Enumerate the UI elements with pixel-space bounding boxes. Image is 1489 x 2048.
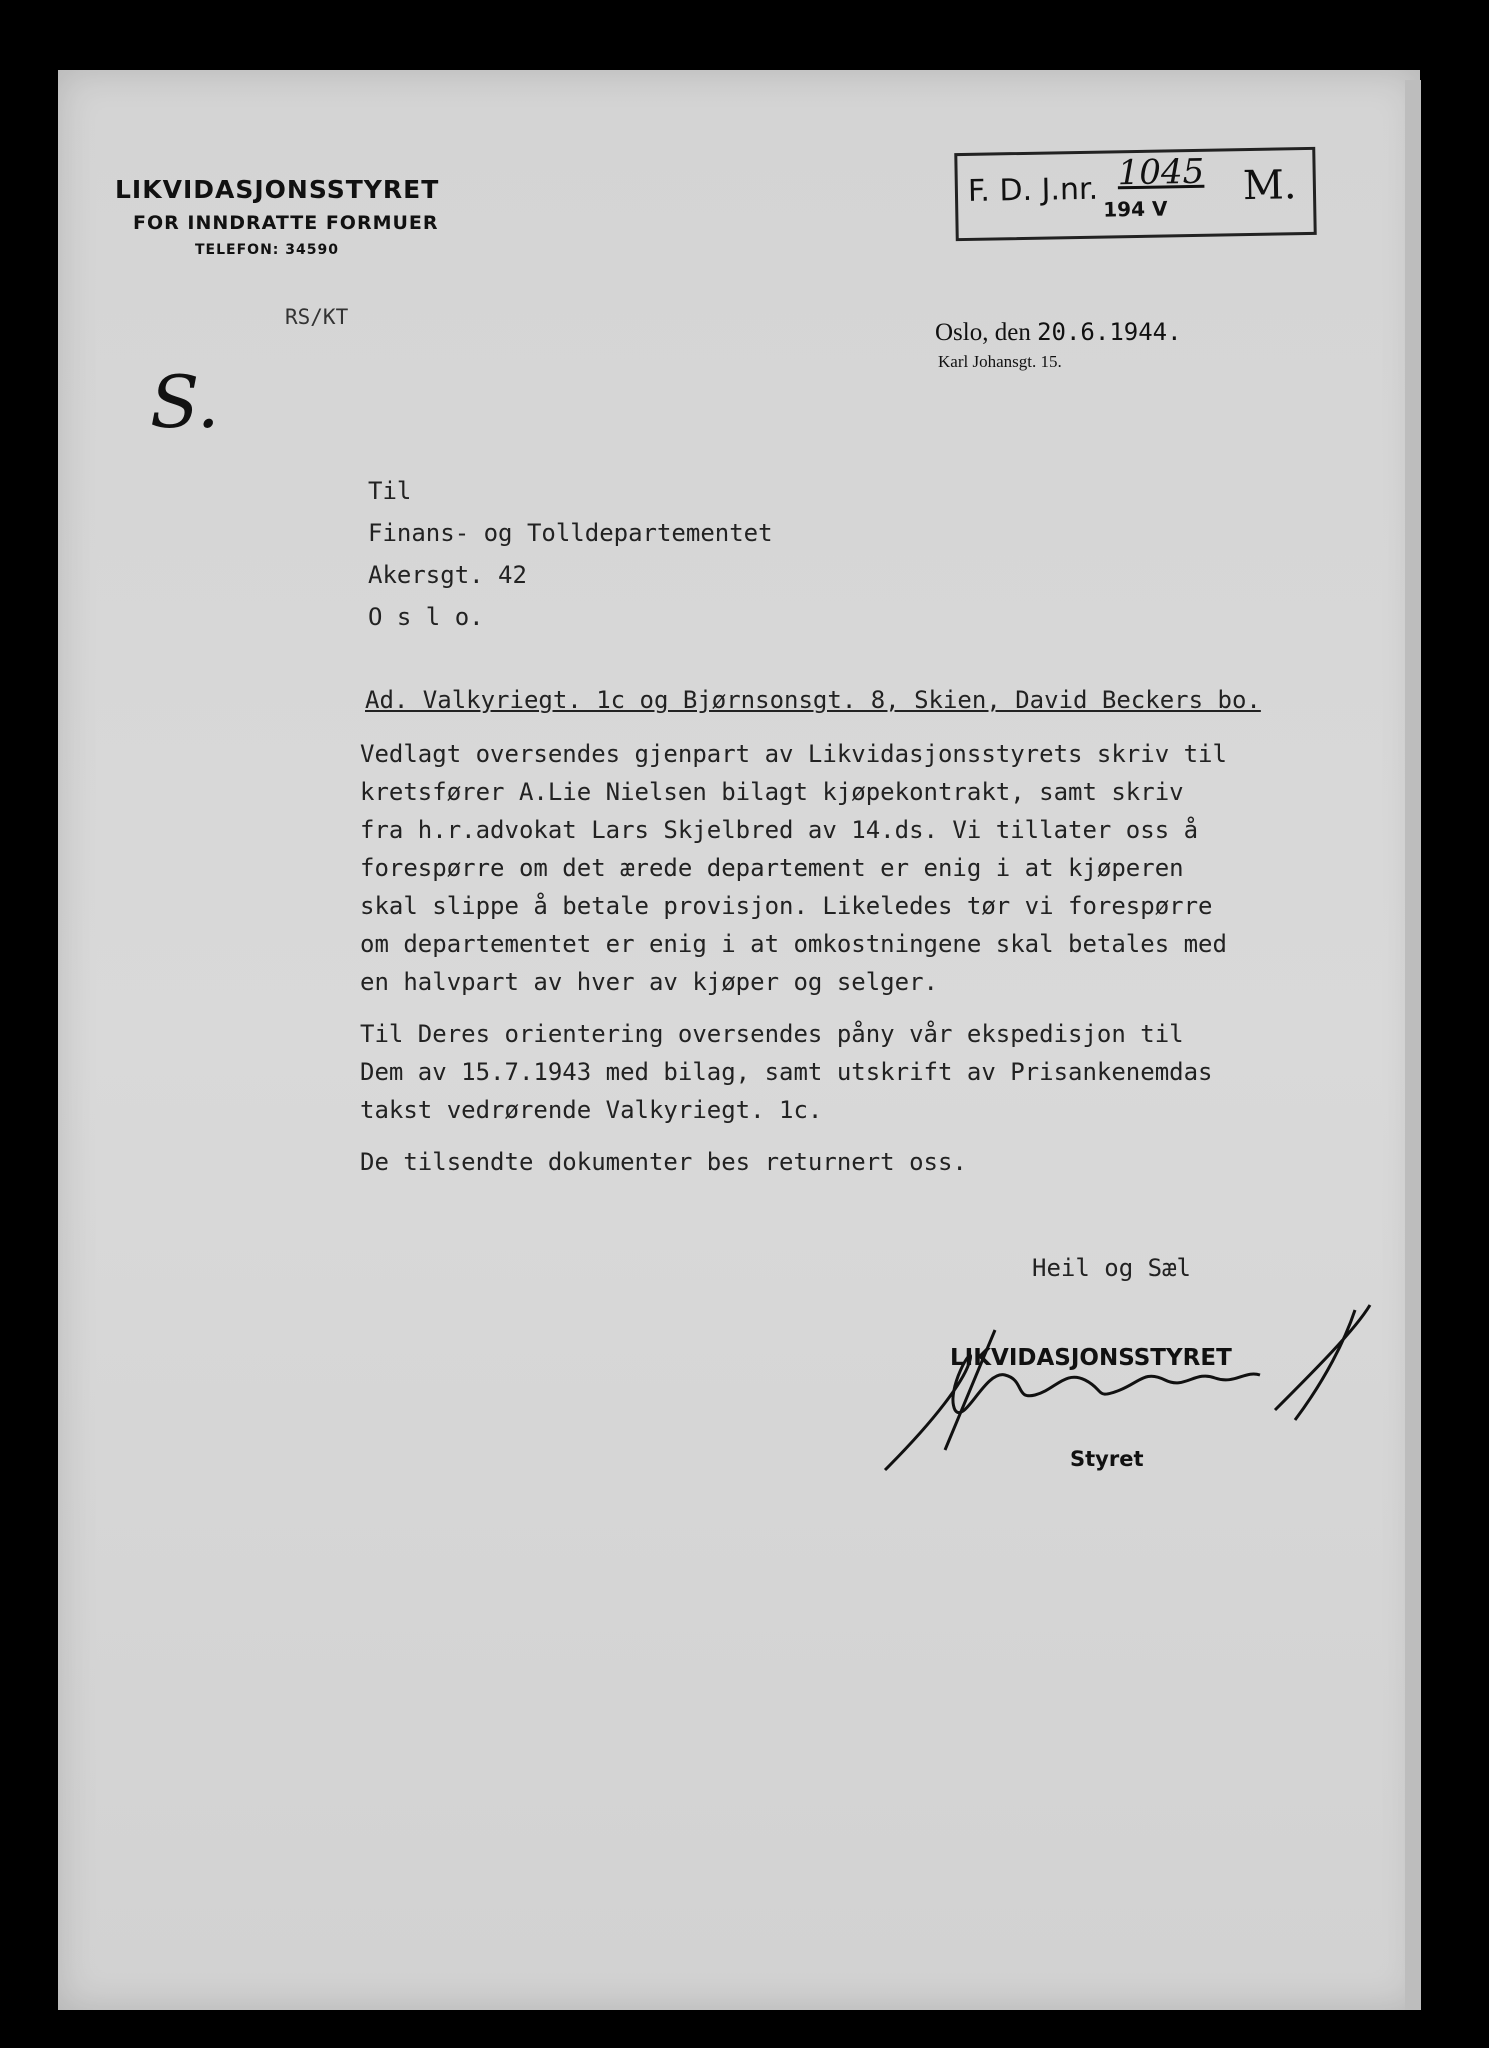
recipient-name: Finans- og Tolldepartementet bbox=[368, 519, 773, 547]
recipient-street: Akersgt. 42 bbox=[368, 561, 527, 589]
paragraph-3 bbox=[360, 1143, 1380, 1181]
body-line: Dem av 15.7.1943 med bilag, samt utskrift av Prisankenemdas bbox=[360, 1058, 1213, 1086]
body-line: Vedlagt oversendes gjenpart av Likvidasjonsstyrets skriv til bbox=[360, 740, 1227, 768]
body-line: kretsfører A.Lie Nielsen bilagt kjøpekontrakt, samt skriv bbox=[360, 778, 1184, 806]
subject-line: Ad. Valkyriegt. 1c og Bjørnsonsgt. 8, Skien, David Beckers bo. bbox=[365, 686, 1261, 714]
letter-body bbox=[360, 735, 1380, 1195]
paragraph-1 bbox=[360, 735, 1380, 1001]
recipient-block bbox=[368, 470, 773, 638]
stamp-number: 1045 bbox=[1117, 151, 1205, 194]
body-line: forespørre om det ærede departement er enig i at kjøperen bbox=[360, 854, 1184, 882]
body-line: fra h.r.advokat Lars Skjelbred av 14.ds. Vi tillater oss å bbox=[360, 816, 1199, 844]
letterhead-phone: TELEFON: 34590 bbox=[195, 242, 339, 258]
letterhead-org: LIKVIDASJONSSTYRET bbox=[115, 175, 440, 204]
journal-stamp bbox=[954, 147, 1316, 241]
letterhead-subtitle: FOR INNDRATTE FORMUER bbox=[133, 212, 439, 234]
signature-org: LIKVIDASJONSSTYRET bbox=[950, 1345, 1232, 1371]
stamp-label: F. D. J.nr. bbox=[967, 171, 1099, 209]
paragraph-2 bbox=[360, 1015, 1380, 1129]
sender-address: Karl Johansgt. 15. bbox=[938, 352, 1062, 371]
stamp-mark: M. bbox=[1242, 162, 1297, 210]
paper-edge bbox=[1405, 80, 1421, 2010]
closing-greeting: Heil og Sæl bbox=[1032, 1254, 1191, 1282]
date-prefix: Oslo, den bbox=[935, 319, 1031, 346]
body-line: skal slippe å betale provisjon. Likeledes tør vi forespørre bbox=[360, 892, 1213, 920]
recipient-city: O s l o. bbox=[368, 603, 484, 631]
body-line: De tilsendte dokumenter bes returnert oss. bbox=[360, 1148, 967, 1176]
handwritten-initial: S. bbox=[150, 360, 220, 444]
dateline bbox=[935, 318, 1182, 347]
body-line: takst vedrørende Valkyriegt. 1c. bbox=[360, 1096, 823, 1124]
signature-role: Styret bbox=[1070, 1447, 1144, 1471]
body-line: om departementet er enig i at omkostningene skal betales med bbox=[360, 930, 1227, 958]
stamp-year: 194 V bbox=[1103, 196, 1168, 222]
body-line: en halvpart av hver av kjøper og selger. bbox=[360, 968, 938, 996]
date-value: 20.6.1944. bbox=[1037, 318, 1182, 346]
letterhead bbox=[115, 175, 565, 258]
reference-code: RS/KT bbox=[285, 305, 349, 329]
recipient-to: Til bbox=[368, 477, 412, 505]
body-line: Til Deres orientering oversendes påny vår ekspedisjon til bbox=[360, 1020, 1184, 1048]
